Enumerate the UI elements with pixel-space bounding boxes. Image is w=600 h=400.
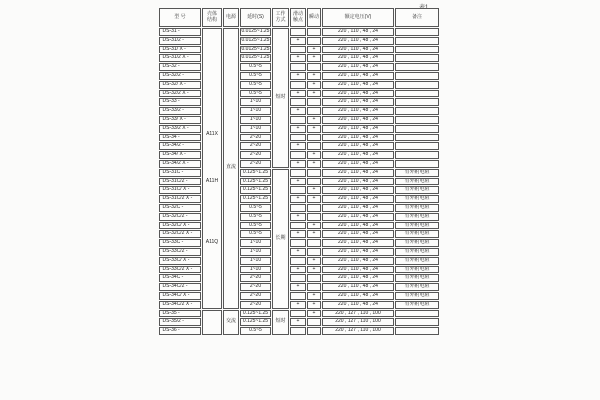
cell-voltage: 220 , 110 , 48 , 24 [322, 125, 394, 133]
cell-delay: 0.5~5 [240, 213, 271, 221]
cell-model: DS-34/2 - [159, 142, 201, 150]
col-header-shell: 壳体 结构 [202, 8, 222, 27]
cell-voltage: 220 , 110 , 48 , 24 [322, 169, 394, 177]
cell-voltage: 220 , 110 , 48 , 24 [322, 239, 394, 247]
cell-note [395, 310, 439, 318]
cell-delay: 2~20 [240, 151, 271, 159]
cell-delay: 1~10 [240, 116, 271, 124]
cell-sliding-contact [290, 204, 306, 212]
cell-voltage: 220 , 110 , 48 , 24 [322, 204, 394, 212]
cell-note [395, 318, 439, 326]
cell-note [395, 37, 439, 45]
cell-voltage: 220 , 110 , 48 , 24 [322, 178, 394, 186]
cell-model: DS-34C/ X - [159, 292, 201, 300]
cell-instant-contact [307, 213, 321, 221]
cell-note [395, 46, 439, 54]
cell-note [395, 90, 439, 98]
cell-sliding-contact: + [290, 37, 306, 45]
cell-voltage: 220 , 110 , 48 , 24 [322, 28, 394, 36]
cell-sliding-contact [290, 98, 306, 106]
cell-sliding-contact: + [290, 107, 306, 115]
cell-sliding-contact [290, 274, 306, 282]
cell-instant-contact: + [307, 54, 321, 62]
cell-model: DS-33 - [159, 98, 201, 106]
cell-instant-contact: + [307, 301, 321, 309]
cell-instant-contact: + [307, 116, 321, 124]
table-row [159, 151, 439, 159]
cell-delay: 2~20 [240, 160, 271, 168]
cell-model: DS-31C/2 X - [159, 195, 201, 203]
cell-model: DS-31C/2 - [159, 178, 201, 186]
cell-voltage: 220 , 110 , 48 , 24 [322, 160, 394, 168]
cell-voltage: 220 , 127 , 110 , 100 [322, 327, 394, 335]
table-row [159, 90, 439, 98]
cell-mode: 长期 [272, 169, 289, 309]
table-row [159, 107, 439, 115]
cell-instant-contact [307, 327, 321, 335]
cell-instant-contact: + [307, 195, 321, 203]
cell-voltage: 220 , 110 , 48 , 24 [322, 151, 394, 159]
cell-note [395, 107, 439, 115]
cell-voltage: 220 , 110 , 48 , 24 [322, 283, 394, 291]
cell-voltage: 220 , 110 , 48 , 24 [322, 116, 394, 124]
col-header-power: 电源 [223, 8, 239, 27]
cell-sliding-contact: + [290, 160, 306, 168]
col-header-voltage: 额定电压(V) [322, 8, 394, 27]
cell-note: 有外附电阻 [395, 222, 439, 230]
cell-instant-contact [307, 283, 321, 291]
cell-note: 有外附电阻 [395, 283, 439, 291]
cell-note: 有外附电阻 [395, 257, 439, 265]
cell-voltage: 220 , 110 , 48 , 24 [322, 301, 394, 309]
cell-voltage: 220 , 110 , 48 , 24 [322, 248, 394, 256]
cell-model: DS-34/2 X - [159, 160, 201, 168]
cell-delay: 0.125~1.25 [240, 169, 271, 177]
cell-model: DS-32C - [159, 204, 201, 212]
col-header-mode: 工作 方式 [272, 8, 289, 27]
cell-delay: 0.5~5 [240, 63, 271, 71]
table-row [159, 125, 439, 133]
cell-instant-contact [307, 274, 321, 282]
cell-delay: 1~10 [240, 257, 271, 265]
cell-instant-contact: + [307, 257, 321, 265]
cell-model: DS-32C/2 X - [159, 230, 201, 238]
cell-delay: 0.5~5 [240, 72, 271, 80]
cell-sliding-contact: + [290, 318, 306, 326]
cell-mode: 短时 [272, 310, 289, 335]
cell-model: DS-34/ X - [159, 151, 201, 159]
cell-note: 有外附电阻 [395, 195, 439, 203]
cell-delay: 1~10 [240, 248, 271, 256]
cell-instant-contact [307, 107, 321, 115]
cell-instant-contact [307, 318, 321, 326]
table-row [159, 195, 439, 203]
table-row [159, 81, 439, 89]
cell-shell-group [202, 28, 222, 309]
table-row [159, 37, 439, 45]
cell-voltage: 220 , 110 , 48 , 24 [322, 98, 394, 106]
cell-note [395, 125, 439, 133]
header-row [159, 8, 439, 27]
cell-delay: 2~20 [240, 292, 271, 300]
cell-delay: 1~10 [240, 266, 271, 274]
table-row [159, 28, 439, 36]
cell-note: 有外附电阻 [395, 204, 439, 212]
cell-voltage: 220 , 110 , 48 , 24 [322, 257, 394, 265]
table-row [159, 63, 439, 71]
cell-note [395, 160, 439, 168]
cell-model: DS-31 - [159, 28, 201, 36]
table-row [159, 248, 439, 256]
cell-note: 有外附电阻 [395, 169, 439, 177]
cell-instant-contact: + [307, 151, 321, 159]
cell-delay: 0.125~1.25 [240, 310, 271, 318]
cell-model: DS-33/2 - [159, 107, 201, 115]
cell-model: DS-34C/2 X - [159, 301, 201, 309]
table-row [159, 54, 439, 62]
table-row [159, 46, 439, 54]
cell-sliding-contact: + [290, 142, 306, 150]
cell-voltage: 220 , 110 , 48 , 24 [322, 195, 394, 203]
cell-note [395, 151, 439, 159]
cell-delay: 2~20 [240, 274, 271, 282]
cell-delay: 1~10 [240, 125, 271, 133]
cell-note: 有外附电阻 [395, 239, 439, 247]
table-row [159, 72, 439, 80]
col-header-instant: 瞬动 [307, 8, 321, 27]
cell-note [395, 98, 439, 106]
col-header-model: 型 号 [159, 8, 201, 27]
cell-delay: 0.125~1.25 [240, 186, 271, 194]
cell-sliding-contact [290, 292, 306, 300]
shell-structure-label: A11Q [205, 239, 219, 246]
cell-voltage: 220 , 110 , 48 , 24 [322, 107, 394, 115]
table-row [159, 116, 439, 124]
cell-voltage: 220 , 127 , 110 , 100 [322, 310, 394, 318]
cell-model: DS-33C - [159, 239, 201, 247]
cell-delay: 0.0125~1.25 [241, 36, 270, 43]
cell-instant-contact: + [307, 90, 321, 98]
table-row [159, 204, 439, 212]
cell-model: DS-35 - [159, 310, 201, 318]
cell-sliding-contact [290, 151, 306, 159]
table-row [159, 98, 439, 106]
cell-note [395, 116, 439, 124]
cell-mode: 短时 [272, 28, 289, 168]
cell-instant-contact: + [307, 310, 321, 318]
cell-instant-contact: + [307, 186, 321, 194]
cell-sliding-contact [290, 134, 306, 142]
table-row [159, 266, 439, 274]
cell-model: DS-36 - [159, 327, 201, 335]
cell-instant-contact [307, 142, 321, 150]
cell-model: DS-33C/2 - [159, 248, 201, 256]
cell-voltage: 220 , 110 , 48 , 24 [322, 134, 394, 142]
table-row [159, 292, 439, 300]
cell-instant-contact [307, 239, 321, 247]
cell-model: DS-33/ X - [159, 116, 201, 124]
cell-sliding-contact: + [290, 283, 306, 291]
cell-delay: 2~20 [240, 134, 271, 142]
cell-model: DS-35/2 - [159, 318, 201, 326]
cell-model: DS-34C - [159, 274, 201, 282]
cell-voltage: 220 , 110 , 48 , 24 [322, 186, 394, 194]
cell-sliding-contact: + [290, 248, 306, 256]
cell-power-dc: 直流 [223, 28, 239, 309]
cell-voltage: 220 , 110 , 48 , 24 [322, 90, 394, 98]
cell-delay: 2~20 [240, 283, 271, 291]
table-row [159, 134, 439, 142]
cell-sliding-contact [290, 63, 306, 71]
cell-model: DS-31/2 - [159, 37, 201, 45]
cell-voltage: 220 , 110 , 48 , 24 [322, 213, 394, 221]
cell-delay: 1~10 [240, 107, 271, 115]
cell-note [395, 142, 439, 150]
cell-instant-contact [307, 169, 321, 177]
cell-instant-contact: + [307, 160, 321, 168]
cell-sliding-contact [290, 81, 306, 89]
table-row [159, 239, 439, 247]
cell-note: 有外附电阻 [395, 186, 439, 194]
cell-note: 有外附电阻 [395, 266, 439, 274]
cell-model: DS-32/ X - [159, 81, 201, 89]
cell-note: 有外附电阻 [395, 301, 439, 309]
table-row [159, 283, 439, 291]
cell-voltage: 220 , 110 , 48 , 24 [322, 54, 394, 62]
col-header-note: 备注 [395, 8, 439, 27]
cell-sliding-contact [290, 186, 306, 194]
cell-delay: 0.5~5 [240, 230, 271, 238]
cell-delay: 0.125~1.25 [240, 178, 271, 186]
table-row [159, 318, 439, 326]
cell-power-ac: 交流 [223, 310, 239, 335]
cell-sliding-contact [290, 327, 306, 335]
table-row [159, 142, 439, 150]
cell-note: 有外附电阻 [395, 274, 439, 282]
shell-structure-label: A11X [206, 130, 218, 137]
cell-sliding-contact [290, 46, 306, 54]
cell-sliding-contact: + [290, 54, 306, 62]
cell-model: DS-33C/2 X - [159, 266, 201, 274]
cell-instant-contact: + [307, 125, 321, 133]
cell-sliding-contact [290, 169, 306, 177]
table-row [159, 213, 439, 221]
cell-delay: 0.5~5 [240, 327, 271, 335]
cell-model: DS-32 - [159, 63, 201, 71]
cell-voltage: 220 , 110 , 48 , 24 [322, 81, 394, 89]
cell-delay: 0.5~5 [240, 81, 271, 89]
cell-note [395, 54, 439, 62]
cell-note: 有外附电阻 [395, 178, 439, 186]
cell-instant-contact [307, 28, 321, 36]
cell-model: DS-32/2 - [159, 72, 201, 80]
table-row [159, 257, 439, 265]
cell-instant-contact [307, 134, 321, 142]
cell-instant-contact [307, 248, 321, 256]
cell-instant-contact: + [307, 266, 321, 274]
cell-instant-contact: + [307, 46, 321, 54]
cell-model: DS-32/2 X - [159, 90, 201, 98]
cell-model: DS-33/2 X - [159, 125, 201, 133]
cell-sliding-contact: + [290, 213, 306, 221]
cell-sliding-contact [290, 116, 306, 124]
cell-note: 有外附电阻 [395, 292, 439, 300]
cell-model: DS-31C/ X - [159, 186, 201, 194]
cell-model: DS-34C/2 - [159, 283, 201, 291]
cell-note: 有外附电阻 [395, 248, 439, 256]
cell-instant-contact [307, 98, 321, 106]
col-header-delay: 延时(S) [240, 8, 271, 27]
cell-voltage: 220 , 110 , 48 , 24 [322, 142, 394, 150]
cell-note [395, 81, 439, 89]
cell-sliding-contact: + [290, 301, 306, 309]
cell-delay: 0.5~5 [240, 90, 271, 98]
table-row [159, 327, 439, 335]
cell-voltage: 220 , 110 , 48 , 24 [322, 222, 394, 230]
cell-voltage: 220 , 110 , 48 , 24 [322, 46, 394, 54]
shell-structure-label: A11H [205, 178, 219, 185]
cell-instant-contact [307, 37, 321, 45]
cell-note [395, 327, 439, 335]
table-row [159, 160, 439, 168]
table-row [159, 301, 439, 309]
cell-sliding-contact: + [290, 72, 306, 80]
cell-instant-contact: + [307, 222, 321, 230]
cell-sliding-contact: + [290, 90, 306, 98]
cell-sliding-contact [290, 239, 306, 247]
cell-sliding-contact [290, 310, 306, 318]
cell-delay: 0.125~1.25 [240, 195, 271, 203]
cell-instant-contact: + [307, 292, 321, 300]
cell-note [395, 134, 439, 142]
table-row [159, 310, 439, 318]
cell-delay: 2~20 [240, 142, 271, 150]
cell-instant-contact: + [307, 81, 321, 89]
cell-delay: 0.0125~1.25 [241, 28, 270, 35]
cell-note [395, 72, 439, 80]
relay-spec-table [158, 7, 440, 336]
cell-delay: 0.0125~1.25 [241, 45, 270, 52]
cell-note: 有外附电阻 [395, 213, 439, 221]
cell-delay: 0.5~5 [240, 222, 271, 230]
cell-model: DS-31C - [159, 169, 201, 177]
cell-instant-contact: + [307, 230, 321, 238]
table-row [159, 186, 439, 194]
cell-note [395, 63, 439, 71]
cell-voltage: 220 , 110 , 48 , 24 [322, 266, 394, 274]
cell-voltage: 220 , 110 , 48 , 24 [322, 72, 394, 80]
cell-delay: 0.125~1.25 [240, 318, 271, 326]
cell-voltage: 220 , 110 , 48 , 24 [322, 37, 394, 45]
cell-instant-contact: + [307, 72, 321, 80]
cell-voltage: 220 , 110 , 48 , 24 [322, 63, 394, 71]
cell-voltage: 220 , 110 , 48 , 24 [322, 292, 394, 300]
col-header-slide: 滑动 触点 [290, 8, 306, 27]
table-row [159, 178, 439, 186]
cell-model: DS-31/2 X - [159, 54, 201, 62]
table-row [159, 222, 439, 230]
cell-note [395, 28, 439, 36]
cell-sliding-contact: + [290, 195, 306, 203]
cell-sliding-contact: + [290, 125, 306, 133]
cell-voltage: 220 , 110 , 48 , 24 [322, 274, 394, 282]
cell-model: DS-32C/2 - [159, 213, 201, 221]
cell-model: DS-31/ X - [159, 46, 201, 54]
cell-sliding-contact: + [290, 178, 306, 186]
cell-model: DS-32C/ X - [159, 222, 201, 230]
cell-sliding-contact: + [290, 230, 306, 238]
table-row [159, 230, 439, 238]
cell-delay: 0.5~5 [240, 204, 271, 212]
cell-sliding-contact [290, 222, 306, 230]
cell-delay: 1~10 [240, 239, 271, 247]
cell-sliding-contact [290, 28, 306, 36]
cell-voltage: 220 , 127 , 110 , 100 [322, 318, 394, 326]
table-row [159, 169, 439, 177]
table-row [159, 274, 439, 282]
cell-model: DS-34 - [159, 134, 201, 142]
cell-delay: 0.0125~1.25 [241, 54, 270, 61]
cell-delay: 2~20 [240, 301, 271, 309]
cell-instant-contact [307, 204, 321, 212]
cell-shell-group [202, 310, 222, 335]
cell-instant-contact [307, 178, 321, 186]
cell-instant-contact [307, 63, 321, 71]
cell-sliding-contact: + [290, 266, 306, 274]
cell-delay: 1~10 [240, 98, 271, 106]
cell-model: DS-33C/ X - [159, 257, 201, 265]
cell-voltage: 220 , 110 , 48 , 24 [322, 230, 394, 238]
cell-note: 有外附电阻 [395, 230, 439, 238]
cell-sliding-contact [290, 257, 306, 265]
